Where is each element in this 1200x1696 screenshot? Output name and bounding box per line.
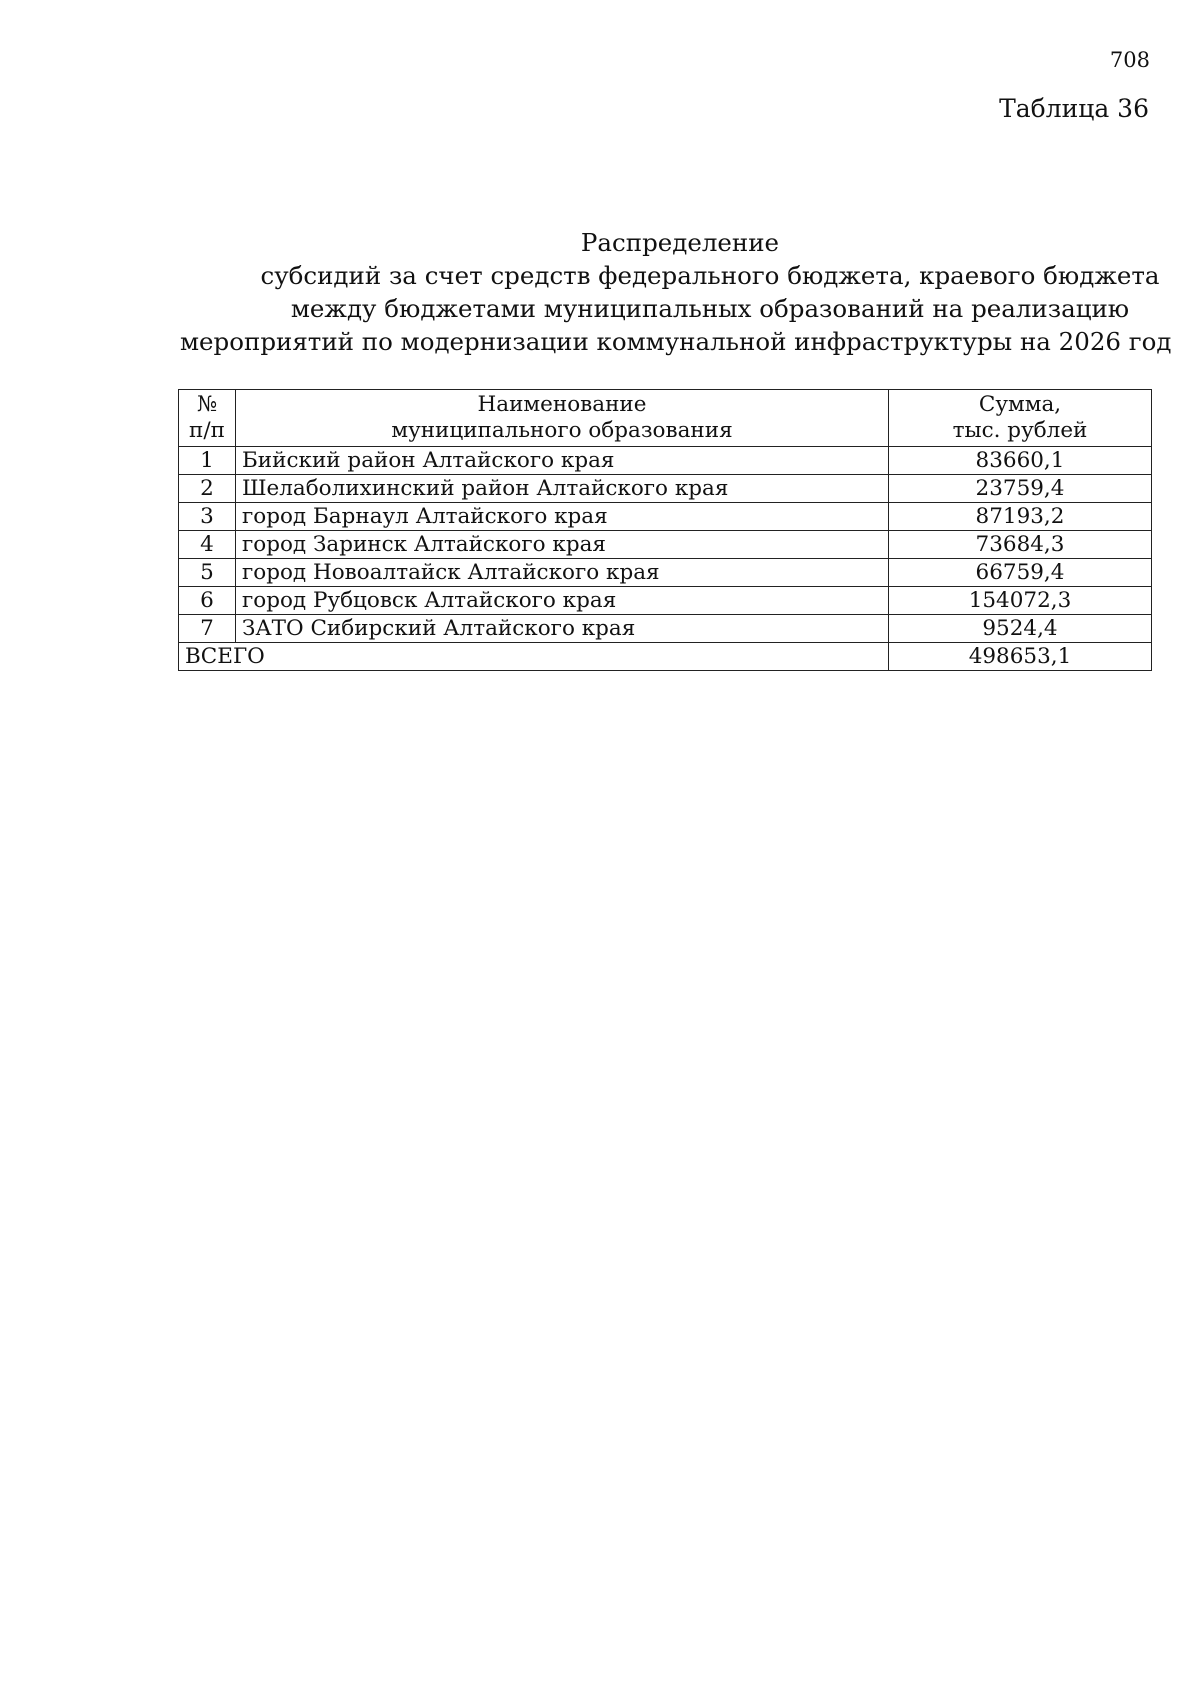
row-name: город Заринск Алтайского края [236, 531, 889, 559]
header-name [236, 390, 889, 447]
row-sum: 23759,4 [889, 475, 1152, 503]
row-sum: 87193,2 [889, 503, 1152, 531]
row-sum: 9524,4 [889, 615, 1152, 643]
header-sum-line-2: тыс. рублей [952, 418, 1088, 443]
document-title [180, 226, 1172, 358]
table-row [179, 503, 1152, 531]
header-name-line-2: муниципального образования [391, 418, 733, 443]
table-header-row [179, 390, 1152, 447]
table-row [179, 587, 1152, 615]
header-num [179, 390, 236, 447]
row-name: Шелаболихинский район Алтайского края [236, 475, 889, 503]
header-sum [889, 390, 1152, 447]
row-name: город Новоалтайск Алтайского края [236, 559, 889, 587]
header-sum-line-1: Сумма, [978, 392, 1062, 417]
row-name: город Барнаул Алтайского края [236, 503, 889, 531]
header-name-line-1: Наименование [477, 392, 647, 417]
table-row [179, 559, 1152, 587]
table-row [179, 615, 1152, 643]
row-name: Бийский район Алтайского края [236, 447, 889, 475]
row-name: город Рубцовск Алтайского края [236, 587, 889, 615]
row-sum: 73684,3 [889, 531, 1152, 559]
header-num-line-2: п/п [189, 418, 225, 443]
table-row [179, 531, 1152, 559]
table-total-row [179, 643, 1152, 671]
title-line-4: мероприятий по модернизации коммунальной инфраструктуры на 2026 год [180, 327, 1172, 356]
row-num: 6 [179, 587, 236, 615]
row-name: ЗАТО Сибирский Алтайского края [236, 615, 889, 643]
row-sum: 154072,3 [889, 587, 1152, 615]
row-num: 5 [179, 559, 236, 587]
table-row [179, 447, 1152, 475]
row-num: 1 [179, 447, 236, 475]
header-num-line-1: № [196, 392, 218, 417]
title-line-2: субсидий за счет средств федерального бюджета, краевого бюджета [260, 261, 1160, 290]
table-row [179, 475, 1152, 503]
total-sum: 498653,1 [889, 643, 1152, 671]
distribution-table [178, 389, 1152, 671]
table-label: Таблица 36 [999, 94, 1149, 123]
row-num: 3 [179, 503, 236, 531]
row-sum: 83660,1 [889, 447, 1152, 475]
row-sum: 66759,4 [889, 559, 1152, 587]
row-num: 2 [179, 475, 236, 503]
title-line-1: Распределение [580, 228, 780, 257]
title-line-3: между бюджетами муниципальных образований на реализацию [290, 294, 1130, 323]
row-num: 4 [179, 531, 236, 559]
page-number: 708 [1109, 48, 1150, 72]
row-num: 7 [179, 615, 236, 643]
total-label: ВСЕГО [179, 643, 889, 671]
